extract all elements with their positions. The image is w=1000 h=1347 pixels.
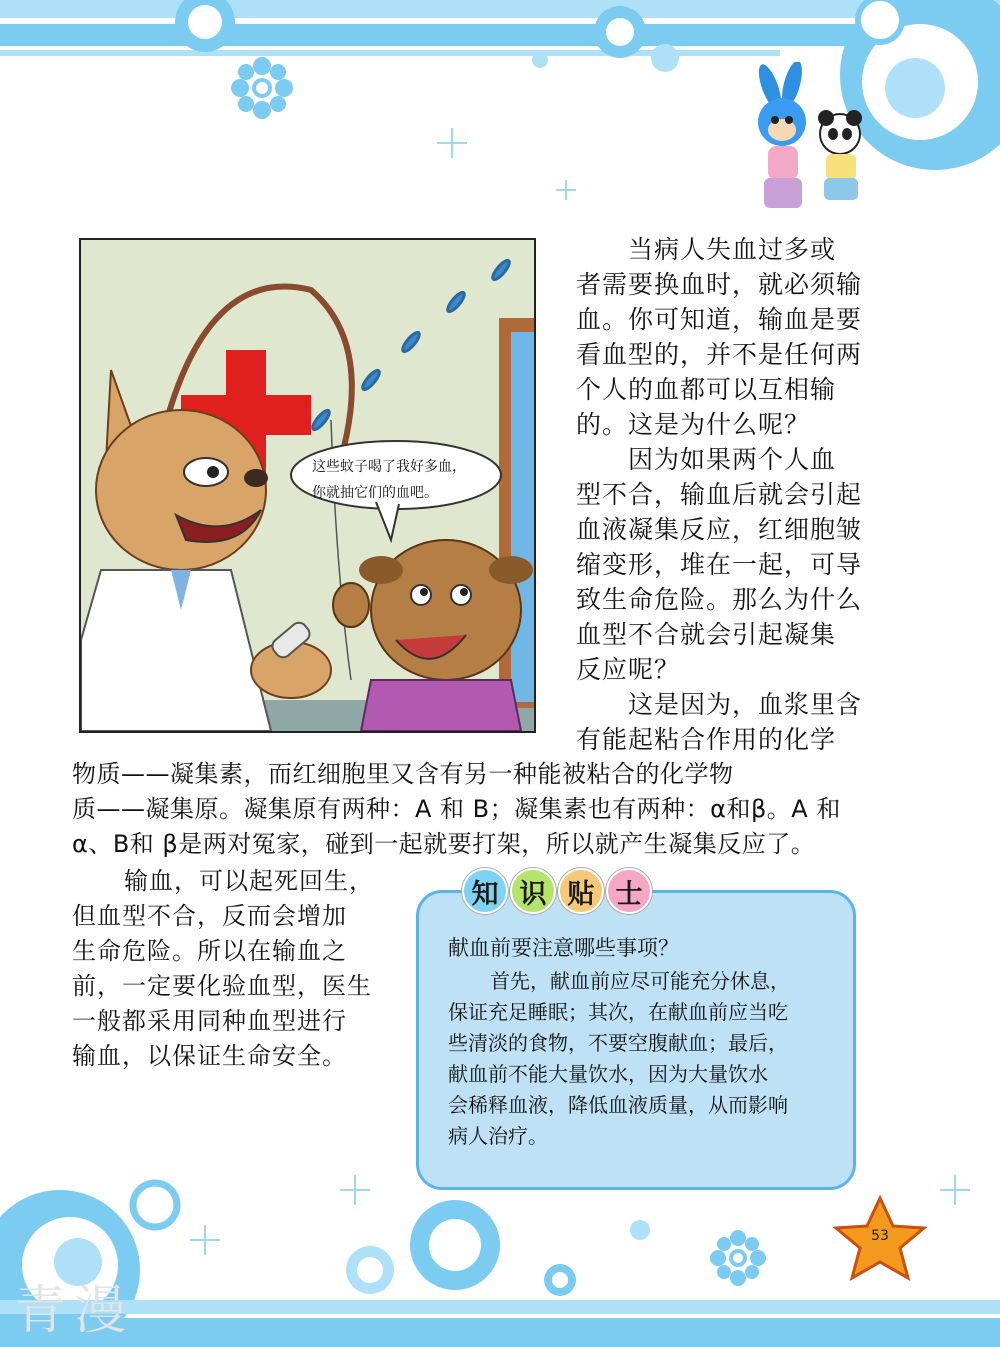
- speech-line: 你就抽它们的血吧。: [312, 485, 438, 501]
- title-char: 贴: [558, 868, 604, 914]
- tips-line: 会稀释血液，降低血液质量，从而影响: [448, 1093, 788, 1117]
- tips-body: [448, 966, 790, 1152]
- speech-bubble-text: [312, 454, 512, 506]
- cartoon-characters-illustration: [740, 62, 880, 217]
- text-line: 输血，可以起死回生，: [124, 867, 374, 895]
- text-line: 前，一定要化验血型，医生: [72, 972, 372, 1000]
- text-line: 反应呢？: [576, 655, 681, 684]
- text-line: 一般都采用同种血型进行: [72, 1007, 347, 1035]
- text-line: 者需要换血时，就必须输: [576, 270, 863, 299]
- page-number: 53: [871, 1228, 889, 1244]
- text-line: 当病人失血过多或: [628, 235, 837, 264]
- tips-line: 病人治疗。: [448, 1124, 548, 1148]
- tips-line: 些清淡的食物，不要空腹献血；最后，: [448, 1031, 788, 1055]
- tips-question: 献血前要注意哪些事项？: [448, 936, 679, 960]
- tips-line: 首先，献血前应尽可能充分休息，: [490, 969, 790, 993]
- text-line: 的。这是为什么呢？: [576, 410, 811, 439]
- text-line: 但血型不合，反而会增加: [72, 902, 347, 930]
- text-line: α、B和 β是两对冤家，碰到一起就要打架，所以就产生凝集反应了。: [72, 830, 816, 858]
- text-line: 这是因为，血浆里含: [628, 690, 863, 719]
- text-line: 生命危险。所以在输血之: [72, 937, 347, 965]
- text-line: 型不合，输血后就会引起: [576, 480, 863, 509]
- title-char: 士: [606, 868, 652, 914]
- article-paragraph-4: [72, 864, 374, 1074]
- text-line: 缩变形，堆在一起，可导: [576, 550, 863, 579]
- text-line: 因为如果两个人血: [628, 445, 837, 474]
- article-paragraph-1: [576, 232, 862, 442]
- flower-decoration-icon: [231, 57, 293, 119]
- knowledge-tips-title: [462, 868, 652, 914]
- text-line: 血型不合就会引起凝集: [576, 620, 837, 649]
- tips-line: 保证充足睡眠；其次，在献血前应当吃: [448, 1000, 788, 1024]
- flower-decoration-icon: [710, 1230, 766, 1286]
- text-line: 致生命危险。那么为什么: [576, 585, 863, 614]
- text-line: 有能起粘合作用的化学: [576, 725, 837, 754]
- tips-line: 献血前不能大量饮水，因为大量饮水: [448, 1062, 768, 1086]
- watermark: 青漫: [14, 1281, 135, 1341]
- text-line: 血液凝集反应，红细胞皱: [576, 515, 863, 544]
- text-line: 看血型的，并不是任何两: [576, 340, 863, 369]
- article-paragraph-3-full: [72, 757, 841, 862]
- title-char: 知: [462, 868, 508, 914]
- text-line: 输血，以保证生命安全。: [72, 1042, 347, 1070]
- text-line: 物质——凝集素，而红细胞里又含有另一种能被粘合的化学物: [72, 760, 734, 788]
- article-paragraph-2: [576, 442, 862, 687]
- speech-line: 这些蚊子喝了我好多血，: [312, 459, 466, 475]
- article-paragraph-3-top: [576, 687, 862, 757]
- text-line: 质——凝集原。凝集原有两种：A 和 B；凝集素也有两种：α和β。A 和: [72, 795, 841, 823]
- text-line: 血。你可知道，输血是要: [576, 305, 863, 334]
- title-char: 识: [510, 868, 556, 914]
- text-line: 个人的血都可以互相输: [576, 375, 837, 404]
